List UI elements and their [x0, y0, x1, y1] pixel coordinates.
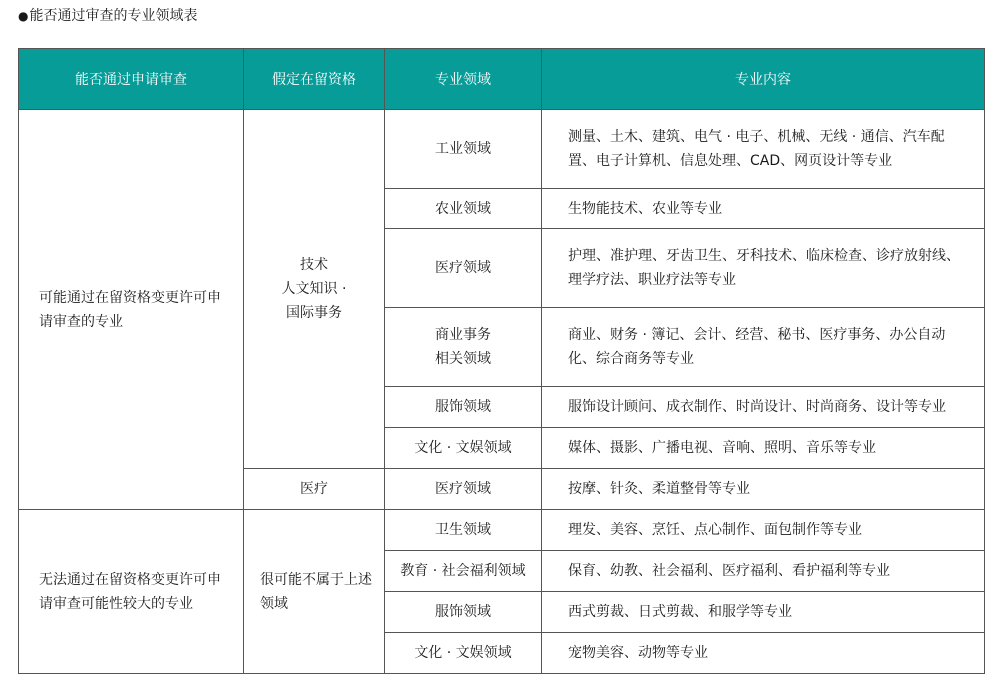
field-cell: 工业领域 — [385, 110, 542, 189]
qualification-line: 国际事务 — [286, 305, 342, 321]
field-cell: 服饰领域 — [385, 387, 542, 428]
content-cell: 按摩、针灸、柔道整骨等专业 — [542, 469, 985, 510]
field-cell: 教育 · 社会福利领域 — [385, 551, 542, 592]
field-line: 商业事务 — [435, 327, 491, 343]
header-qualification: 假定在留资格 — [244, 49, 385, 110]
content-cell: 服饰设计顾问、成衣制作、时尚设计、时尚商务、设计等专业 — [542, 387, 985, 428]
field-cell: 医疗领域 — [385, 469, 542, 510]
field-cell: 农业领域 — [385, 189, 542, 229]
qualification-cell-other: 很可能不属于上述领域 — [244, 510, 385, 674]
content-cell: 生物能技术、农业等专业 — [542, 189, 985, 229]
field-cell: 文化 · 文娱领域 — [385, 633, 542, 674]
field-cell: 卫生领域 — [385, 510, 542, 551]
field-cell: 文化 · 文娱领域 — [385, 428, 542, 469]
field-cell: 服饰领域 — [385, 592, 542, 633]
header-field: 专业领域 — [385, 49, 542, 110]
qualification-line: 人文知识 · — [281, 281, 347, 297]
qualification-cell-medical: 医疗 — [244, 469, 385, 510]
content-cell: 保育、幼教、社会福利、医疗福利、看护福利等专业 — [542, 551, 985, 592]
specialty-table — [18, 48, 985, 674]
qualification-cell-tech — [244, 110, 385, 469]
field-cell — [385, 308, 542, 387]
content-cell: 护理、准护理、牙齿卫生、牙科技术、临床检查、诊疗放射线、理学疗法、职业疗法等专业 — [542, 229, 985, 308]
table-row — [19, 510, 985, 551]
qualification-line: 技术 — [300, 257, 328, 273]
table-header-row — [19, 49, 985, 110]
page-title — [18, 6, 197, 26]
field-line: 相关领域 — [435, 351, 491, 367]
table-row — [19, 110, 985, 189]
content-cell: 宠物美容、动物等专业 — [542, 633, 985, 674]
bullet-icon: ● — [18, 9, 29, 23]
review-cell-fail: 无法通过在留资格变更许可申请审查可能性较大的专业 — [19, 510, 244, 674]
title-text: 能否通过审查的专业领域表 — [29, 8, 198, 24]
review-cell-pass: 可能通过在留资格变更许可申请审查的专业 — [19, 110, 244, 510]
field-cell: 医疗领域 — [385, 229, 542, 308]
content-cell: 理发、美容、烹饪、点心制作、面包制作等专业 — [542, 510, 985, 551]
content-cell: 媒体、摄影、广播电视、音响、照明、音乐等专业 — [542, 428, 985, 469]
content-cell: 测量、土木、建筑、电气 · 电子、机械、无线 · 通信、汽车配置、电子计算机、信息处理、CAD、网页设计等专业 — [542, 110, 985, 189]
content-cell: 西式剪裁、日式剪裁、和服学等专业 — [542, 592, 985, 633]
header-content: 专业内容 — [542, 49, 985, 110]
content-cell: 商业、财务 · 簿记、会计、经营、秘书、医疗事务、办公自动化、综合商务等专业 — [542, 308, 985, 387]
header-review: 能否通过申请审查 — [19, 49, 244, 110]
